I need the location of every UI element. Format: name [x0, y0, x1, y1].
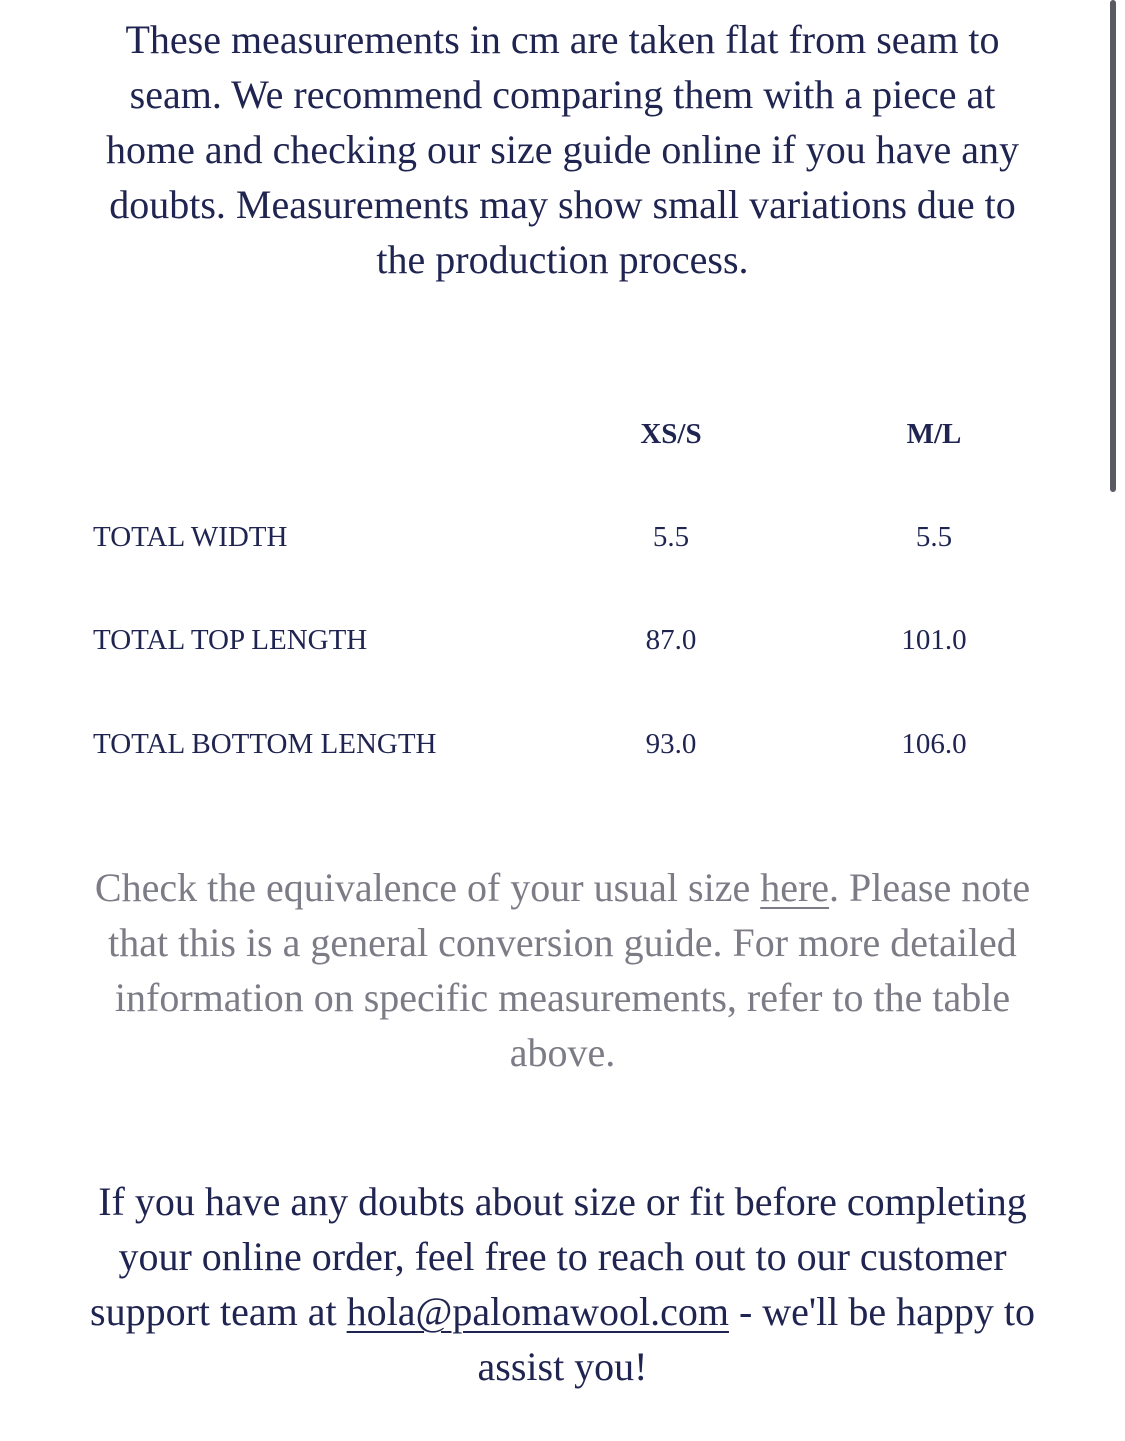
support-text-before: If you have any doubts about size or fit before completing your online order, feel free to reach out to our customer support team at: [90, 1179, 1027, 1334]
cell-total-top-length-xs-s: 87.0: [645, 624, 697, 656]
size-guide-here-link[interactable]: here: [760, 865, 830, 910]
size-conversion-note: [90, 860, 1035, 1080]
cell-total-top-length-m-l: 101.0: [901, 624, 967, 656]
conversion-text-before: Check the equivalence of your usual size: [94, 865, 761, 910]
conversion-text-after: . Please note that this is a general conversion guide. For more detailed information on specific measurements, refer to the table above.: [108, 865, 1031, 1075]
support-text-after: - we'll be happy to assist you!: [477, 1289, 1035, 1389]
scrollbar-thumb[interactable]: [1110, 0, 1116, 492]
cell-total-bottom-length-xs-s: 93.0: [645, 728, 697, 760]
column-header-m-l: M/L: [906, 418, 962, 450]
customer-support-note: [80, 1174, 1045, 1394]
support-email-link[interactable]: hola@palomawool.com: [346, 1289, 729, 1334]
row-label-total-bottom-length: TOTAL BOTTOM LENGTH: [93, 728, 437, 760]
cell-total-width-m-l: 5.5: [915, 521, 953, 553]
cell-total-width-xs-s: 5.5: [652, 521, 690, 553]
measurement-intro-text: These measurements in cm are taken flat from seam to seam. We recommend comparing them with a piece at home and checking our size guide online if you have any doubts. Measurements may show small variations due to the production process.: [105, 17, 1020, 282]
cell-total-bottom-length-m-l: 106.0: [901, 728, 967, 760]
column-header-xs-s: XS/S: [640, 418, 702, 450]
row-label-total-width: TOTAL WIDTH: [93, 521, 288, 553]
row-label-total-top-length: TOTAL TOP LENGTH: [93, 624, 368, 656]
